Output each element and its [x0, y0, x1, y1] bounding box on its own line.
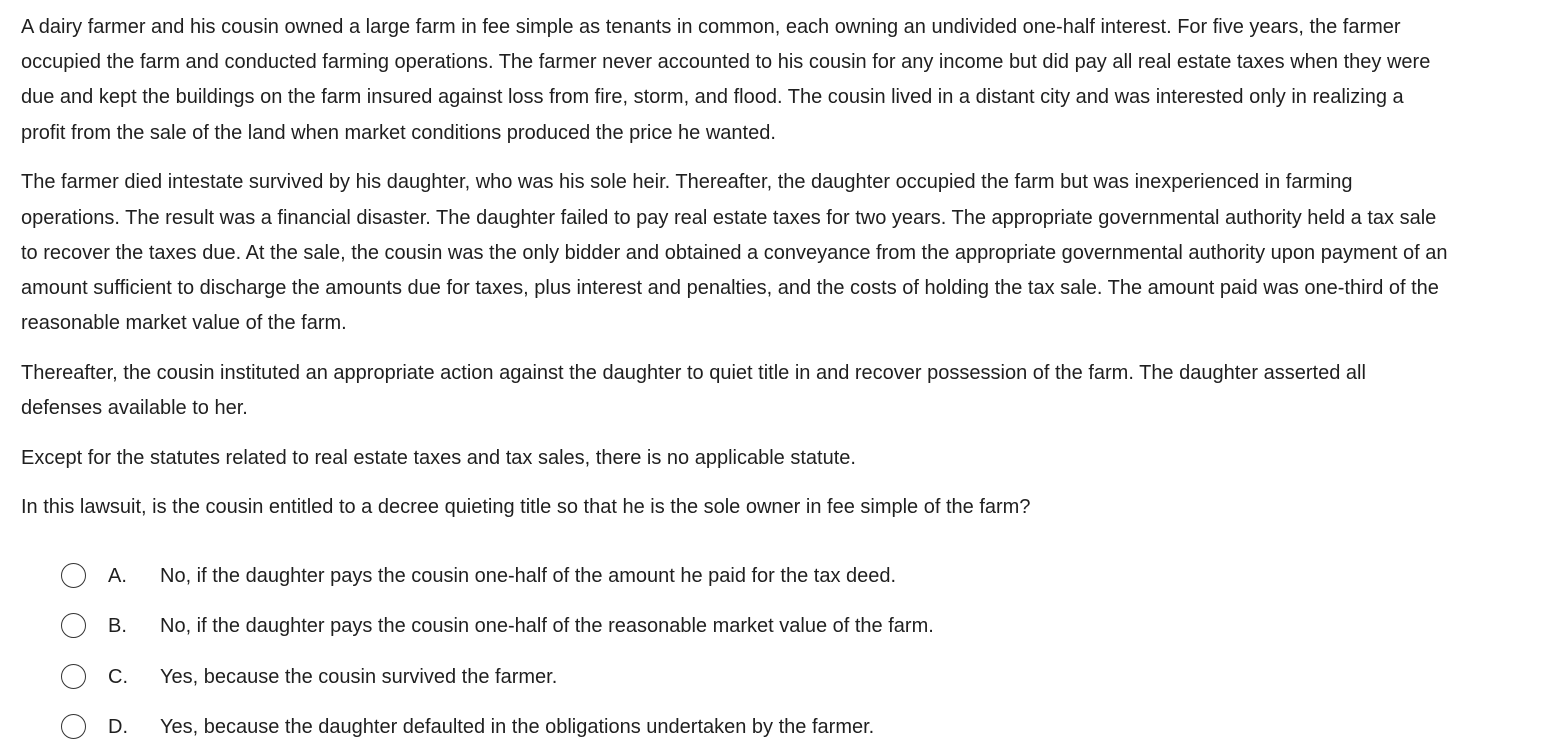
choice-letter: B. [108, 615, 127, 637]
passage-paragraph-3: Thereafter, the cousin instituted an appropriate action against the daughter to quiet title in and recover possession of the farm. The daughter asserted all defenses available to her. [21, 361, 1366, 420]
choice-text: No, if the daughter pays the cousin one-half of the amount he paid for the tax deed. [160, 565, 897, 587]
choice-a[interactable] [0, 559, 1100, 595]
passage-paragraph-4: Except for the statutes related to real estate taxes and tax sales, there is no applicable statute. [21, 446, 856, 469]
choice-letter: C. [108, 666, 128, 688]
radio-button-a[interactable] [61, 563, 86, 588]
choice-text: Yes, because the cousin survived the farmer. [160, 666, 558, 688]
radio-button-d[interactable] [61, 714, 86, 739]
radio-button-c[interactable] [61, 664, 86, 689]
choice-letter: D. [108, 716, 128, 738]
choice-text: Yes, because the daughter defaulted in the obligations undertaken by the farmer. [160, 716, 875, 738]
choice-d[interactable] [0, 710, 1100, 746]
choice-letter: A. [108, 565, 127, 587]
choice-c[interactable] [0, 660, 1100, 696]
choice-text: No, if the daughter pays the cousin one-half of the reasonable market value of the farm. [160, 615, 934, 637]
passage-paragraph-1: A dairy farmer and his cousin owned a large farm in fee simple as tenants in common, each owning an undivided one-half interest. For five years, the farmer occupied the farm and conducted farming operations. The farmer never accounted to his cousin for any income but did pay all real estate taxes when they were due and kept the buildings on the farm insured against loss from fire, storm, and flood. The cousin lived in a distant city and was interested only in realizing a profit from the sale of the land when market conditions produced the price he wanted. [21, 16, 1431, 144]
radio-button-b[interactable] [61, 613, 86, 638]
question-stem: In this lawsuit, is the cousin entitled to a decree quieting title so that he is the sole owner in fee simple of the farm? [21, 496, 1031, 519]
choice-b[interactable] [0, 609, 1100, 645]
passage-paragraph-2: The farmer died intestate survived by his daughter, who was his sole heir. Thereafter, the daughter occupied the farm but was inexperienced in farming operations. The result was a financial disaster. The daughter failed to pay real estate taxes for two years. The appropriate governmental authority held a tax sale to recover the taxes due. At the sale, the cousin was the only bidder and obtained a conveyance from the appropriate governmental authority upon payment of an amount sufficient to discharge the amounts due for taxes, plus interest and penalties, and the costs of holding the tax sale. The amount paid was one-third of the reasonable market value of the farm. [21, 171, 1448, 335]
